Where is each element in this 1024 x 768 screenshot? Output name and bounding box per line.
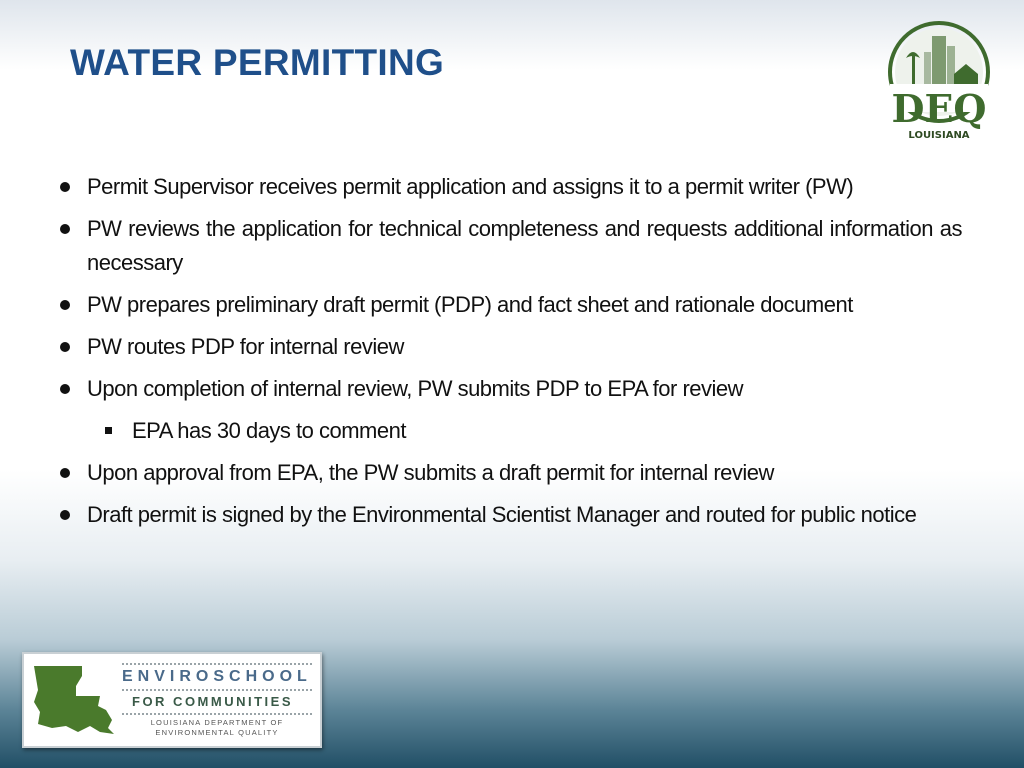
louisiana-map-icon: [30, 662, 118, 738]
dotted-divider: [122, 713, 312, 715]
enviroschool-dept-2: ENVIRONMENTAL QUALITY: [155, 728, 279, 737]
bullet-item: Upon completion of internal review, PW submits PDP to EPA for review: [56, 372, 962, 406]
bullet-item: Draft permit is signed by the Environmental Scientist Manager and routed for public notice: [56, 498, 962, 532]
enviroschool-subtitle: FOR COMMUNITIES: [132, 694, 293, 709]
deq-state-label: LOUISIANA: [908, 130, 970, 141]
bullet-item: PW prepares preliminary draft permit (PDP) and fact sheet and rationale document: [56, 288, 962, 322]
deq-louisiana-logo: [880, 18, 998, 142]
bullet-item: PW reviews the application for technical completeness and requests additional information as necessary: [56, 212, 962, 280]
bullet-list: [56, 170, 962, 540]
bullet-item: PW routes PDP for internal review: [56, 330, 962, 364]
bullet-item: Upon approval from EPA, the PW submits a draft permit for internal review: [56, 456, 962, 490]
enviroschool-title: ENVIROSCHOOL: [122, 668, 312, 685]
bullet-item: Permit Supervisor receives permit application and assigns it to a permit writer (PW): [56, 170, 962, 204]
dotted-divider: [122, 689, 312, 691]
slide-title: WATER PERMITTING: [70, 42, 445, 83]
enviroschool-logo: [22, 652, 322, 748]
deq-wordmark: DEQ: [891, 86, 987, 131]
sub-bullet-item: EPA has 30 days to comment: [56, 414, 962, 448]
dotted-divider: [122, 663, 312, 665]
enviroschool-dept: LOUISIANA DEPARTMENT OF: [150, 718, 284, 727]
